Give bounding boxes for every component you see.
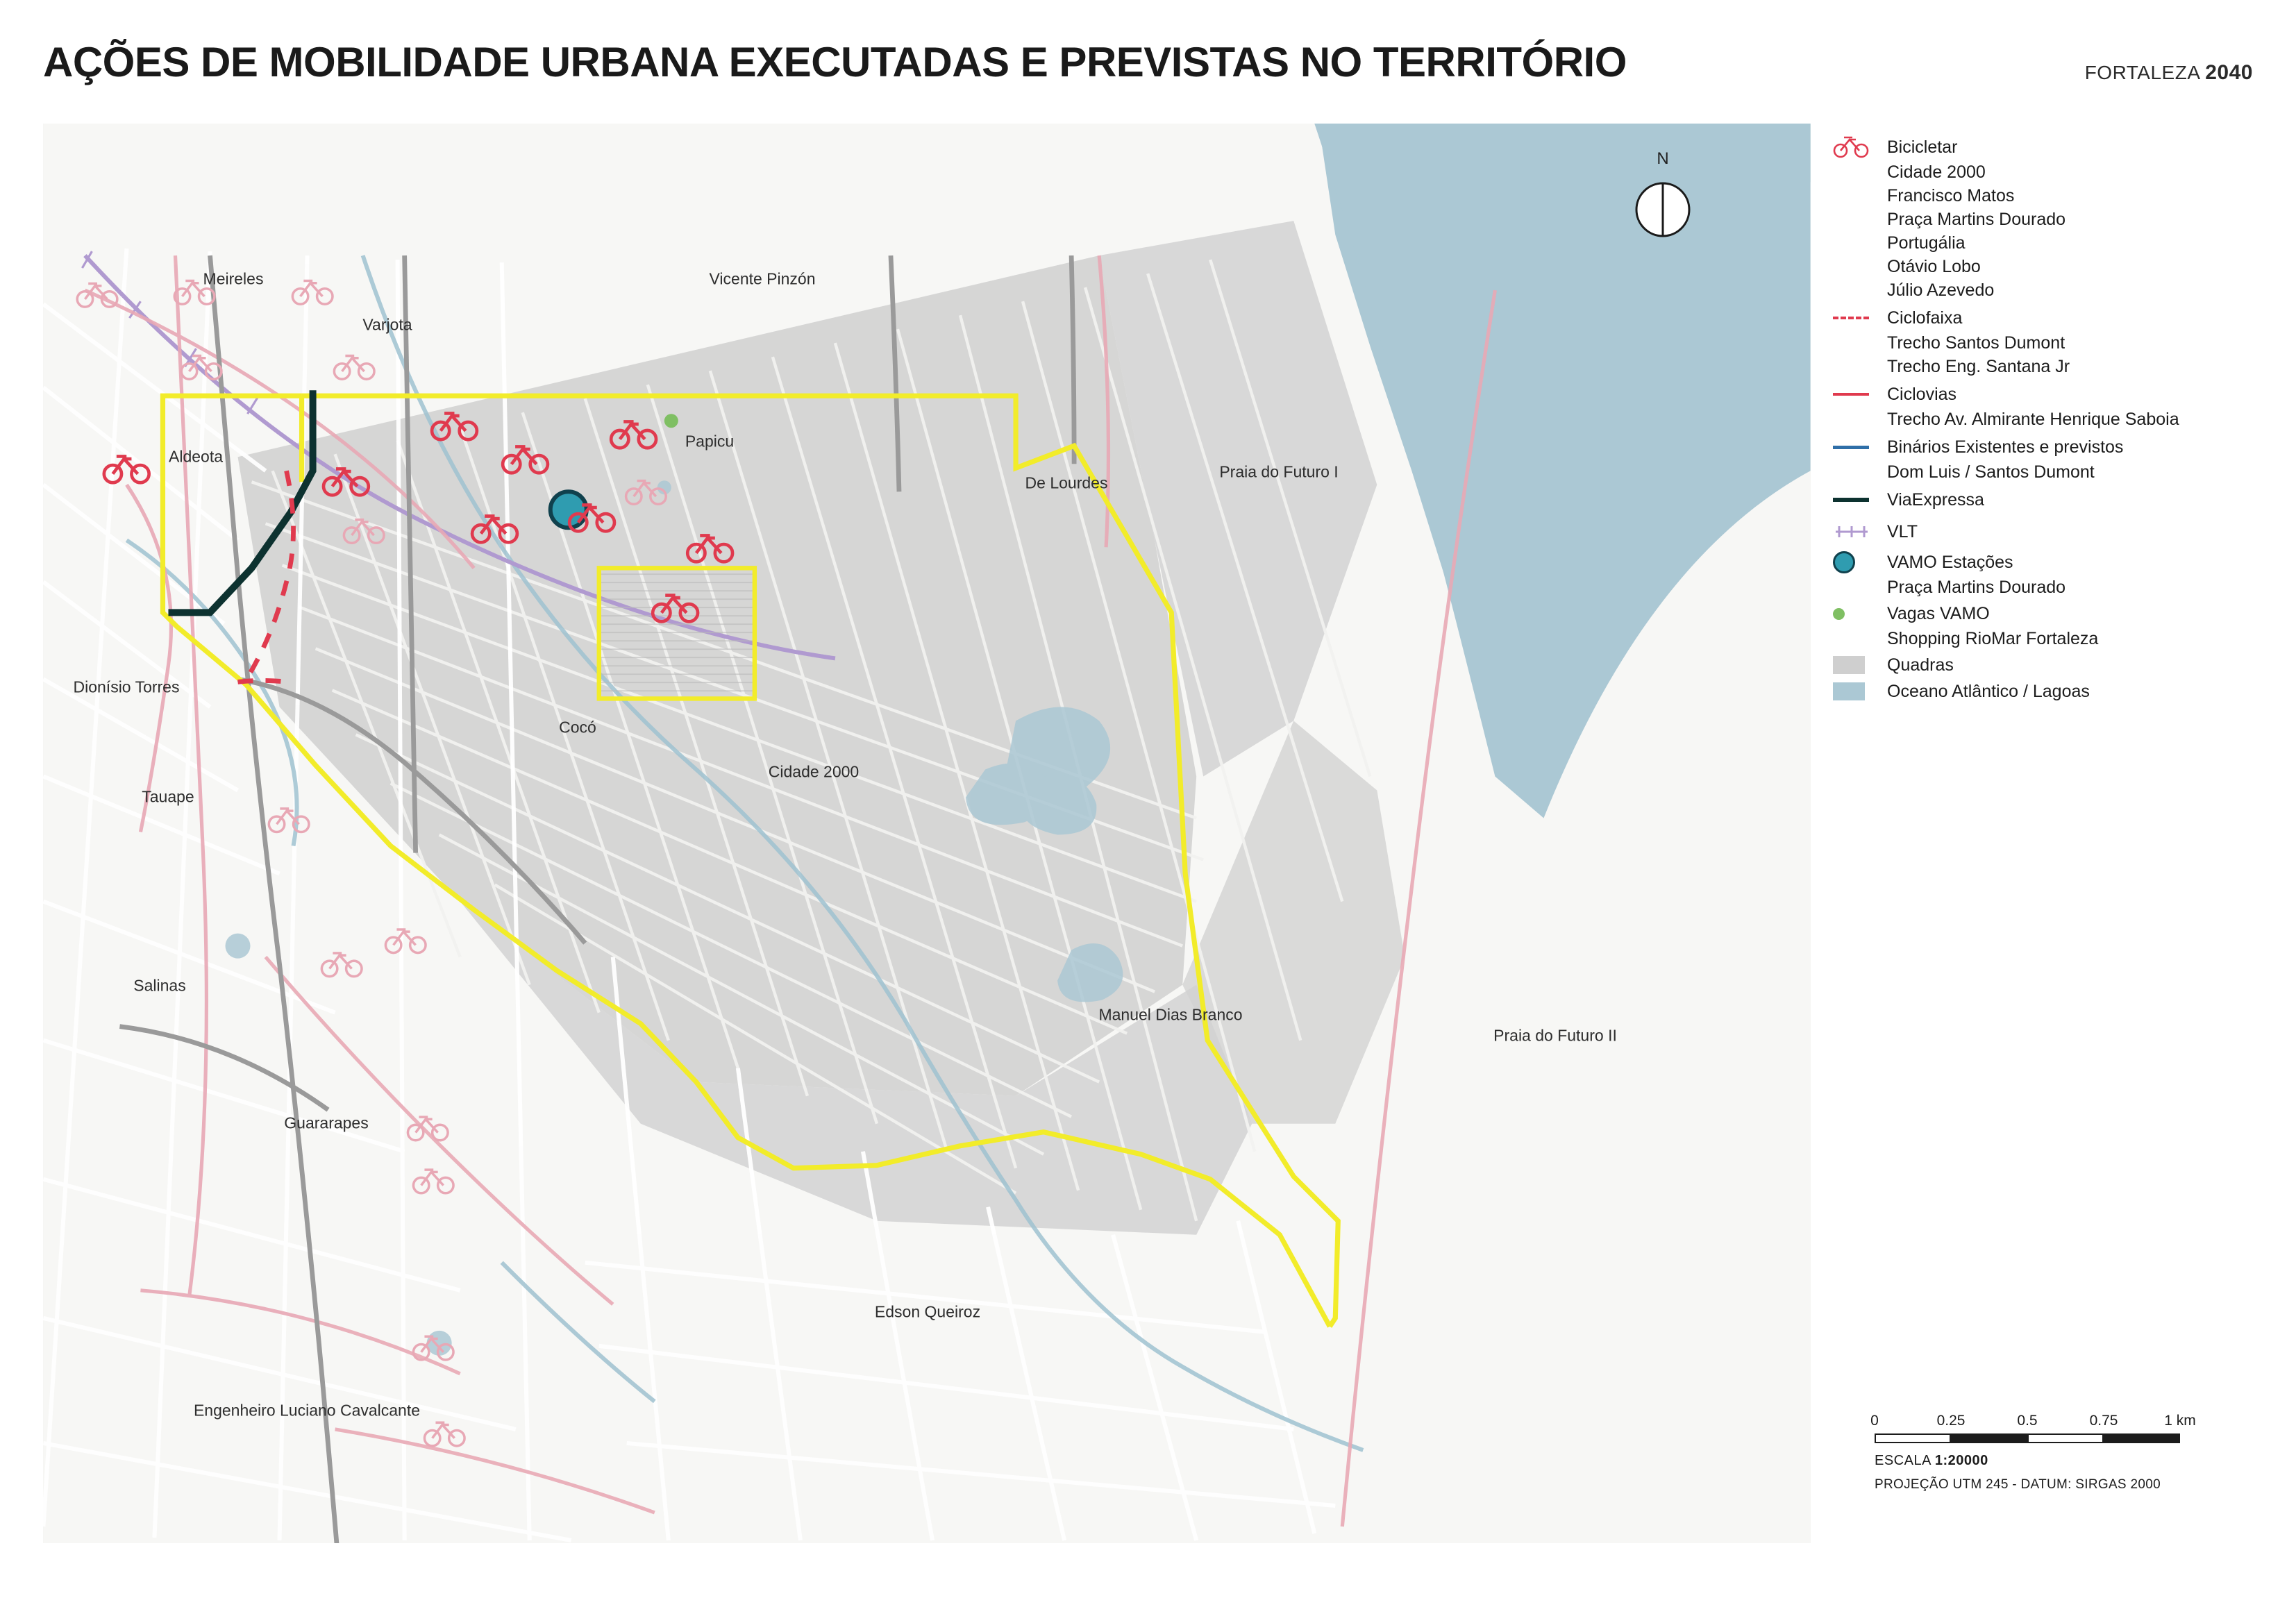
- legend-label: VAMO Estações: [1887, 553, 2013, 572]
- legend-item-ciclofaixa[interactable]: [1833, 306, 2263, 330]
- map-label: Edson Queiroz: [874, 1302, 981, 1321]
- bicicletar-icon: [1833, 135, 1887, 159]
- legend-subitem: Shopping RioMar Fortaleza: [1887, 629, 2099, 648]
- map-label: Manuel Dias Branco: [1098, 1005, 1243, 1024]
- vlt-track-icon: [1833, 520, 1887, 544]
- legend-label: Quadras: [1887, 655, 1954, 675]
- brand-name: FORTALEZA: [2084, 62, 2199, 83]
- page-header: [0, 0, 2296, 121]
- vagas-vamo-dot-icon: [1833, 602, 1887, 625]
- legend-subitem: Francisco Matos: [1887, 186, 2015, 205]
- scale-ratio: [1875, 1453, 2201, 1469]
- legend-subitem: Trecho Eng. Santana Jr: [1887, 357, 2070, 376]
- map-label: Meireles: [203, 269, 264, 288]
- map-label: Cocó: [559, 718, 596, 737]
- quadras-swatch-icon: [1833, 653, 1887, 677]
- solid-dark-line-icon: [1833, 488, 1887, 512]
- scale-bar-graphic: [1875, 1433, 2180, 1443]
- legend-label: Ciclofaixa: [1887, 308, 1963, 328]
- legend-subitem: Trecho Av. Almirante Henrique Saboia: [1887, 410, 2179, 429]
- map-label: Papicu: [685, 432, 735, 451]
- legend-subitem: Trecho Santos Dumont: [1887, 333, 2065, 353]
- map-label: Aldeota: [168, 447, 224, 466]
- legend-item-bicicletar[interactable]: [1833, 135, 2263, 159]
- map-label: Tauape: [142, 787, 194, 806]
- legend-item-quadras[interactable]: [1833, 653, 2263, 677]
- legend-subitem: Otávio Lobo: [1887, 257, 1981, 276]
- legend-item-viaexpressa[interactable]: [1833, 488, 2263, 512]
- map-canvas[interactable]: [43, 124, 1811, 1543]
- scale-ratio-label: ESCALA: [1875, 1453, 1931, 1468]
- scale-tick: 0.25: [1936, 1413, 1966, 1429]
- page-title: AÇÕES DE MOBILIDADE URBANA EXECUTADAS E PREVISTAS NO TERRITÓRIO: [43, 39, 1627, 85]
- map-graphic: [43, 124, 1811, 1543]
- legend-label: VLT: [1887, 522, 1918, 541]
- scale-tick: 0.75: [2089, 1413, 2118, 1429]
- legend-item-vagas-vamo[interactable]: [1833, 602, 2263, 625]
- scale-bar: [1870, 1413, 2201, 1492]
- map-label: Dionísio Torres: [73, 678, 180, 696]
- compass-rose: [1625, 149, 1701, 246]
- dashed-red-line-icon: [1833, 306, 1887, 330]
- scale-ratio-value: 1:20000: [1934, 1453, 1988, 1468]
- map-label: Guararapes: [284, 1113, 369, 1132]
- legend-label: Binários Existentes e previstos: [1887, 437, 2124, 457]
- legend-label: Oceano Atlântico / Lagoas: [1887, 682, 2090, 701]
- legend-subitem: Portugália: [1887, 233, 1966, 253]
- map-label: Praia do Futuro II: [1493, 1026, 1617, 1045]
- map-label: Praia do Futuro I: [1219, 462, 1339, 481]
- scale-tick: 0: [1870, 1413, 1879, 1429]
- legend-item-binarios[interactable]: [1833, 435, 2263, 459]
- brand-mark: [2085, 61, 2253, 85]
- map-label: De Lourdes: [1025, 473, 1108, 492]
- solid-red-line-icon: [1833, 382, 1887, 406]
- compass-north-label: N: [1657, 149, 1669, 168]
- map-label: Engenheiro Luciano Cavalcante: [193, 1401, 421, 1420]
- map-label: Vicente Pinzón: [709, 269, 816, 288]
- legend-label: Vagas VAMO: [1887, 604, 1990, 623]
- legend-label: ViaExpressa: [1887, 490, 1984, 510]
- vamo-station-dot-icon: [1833, 550, 1887, 574]
- legend-subitem: Cidade 2000: [1887, 162, 1986, 182]
- scale-tick-labels: [1870, 1413, 2201, 1433]
- brand-year: 2040: [2205, 61, 2253, 84]
- legend-item-oceano[interactable]: [1833, 680, 2263, 703]
- oceano-swatch-icon: [1833, 680, 1887, 703]
- legend-subitem: Júlio Azevedo: [1887, 280, 1995, 300]
- map-label: Varjota: [362, 315, 412, 334]
- legend-label: Bicicletar: [1887, 137, 1958, 157]
- legend-subitem: Praça Martins Dourado: [1887, 210, 2066, 229]
- scale-tick: 0.5: [2017, 1413, 2038, 1429]
- projection-info: PROJEÇÃO UTM 245 - DATUM: SIRGAS 2000: [1875, 1477, 2161, 1492]
- scale-tick: 1 km: [2164, 1413, 2196, 1429]
- legend-subitem: Praça Martins Dourado: [1887, 578, 2066, 597]
- map-label: Cidade 2000: [768, 762, 860, 781]
- legend-item-vlt[interactable]: [1833, 520, 2263, 544]
- legend-label: Ciclovias: [1887, 385, 1957, 404]
- map-label: Salinas: [133, 976, 186, 995]
- legend-item-vamo-estacoes[interactable]: [1833, 550, 2263, 574]
- map-legend: [1833, 135, 2263, 705]
- solid-blue-line-icon: [1833, 435, 1887, 459]
- compass-north-icon: [1625, 171, 1701, 248]
- legend-item-ciclovias[interactable]: [1833, 382, 2263, 406]
- legend-subitem: Dom Luis / Santos Dumont: [1887, 462, 2095, 482]
